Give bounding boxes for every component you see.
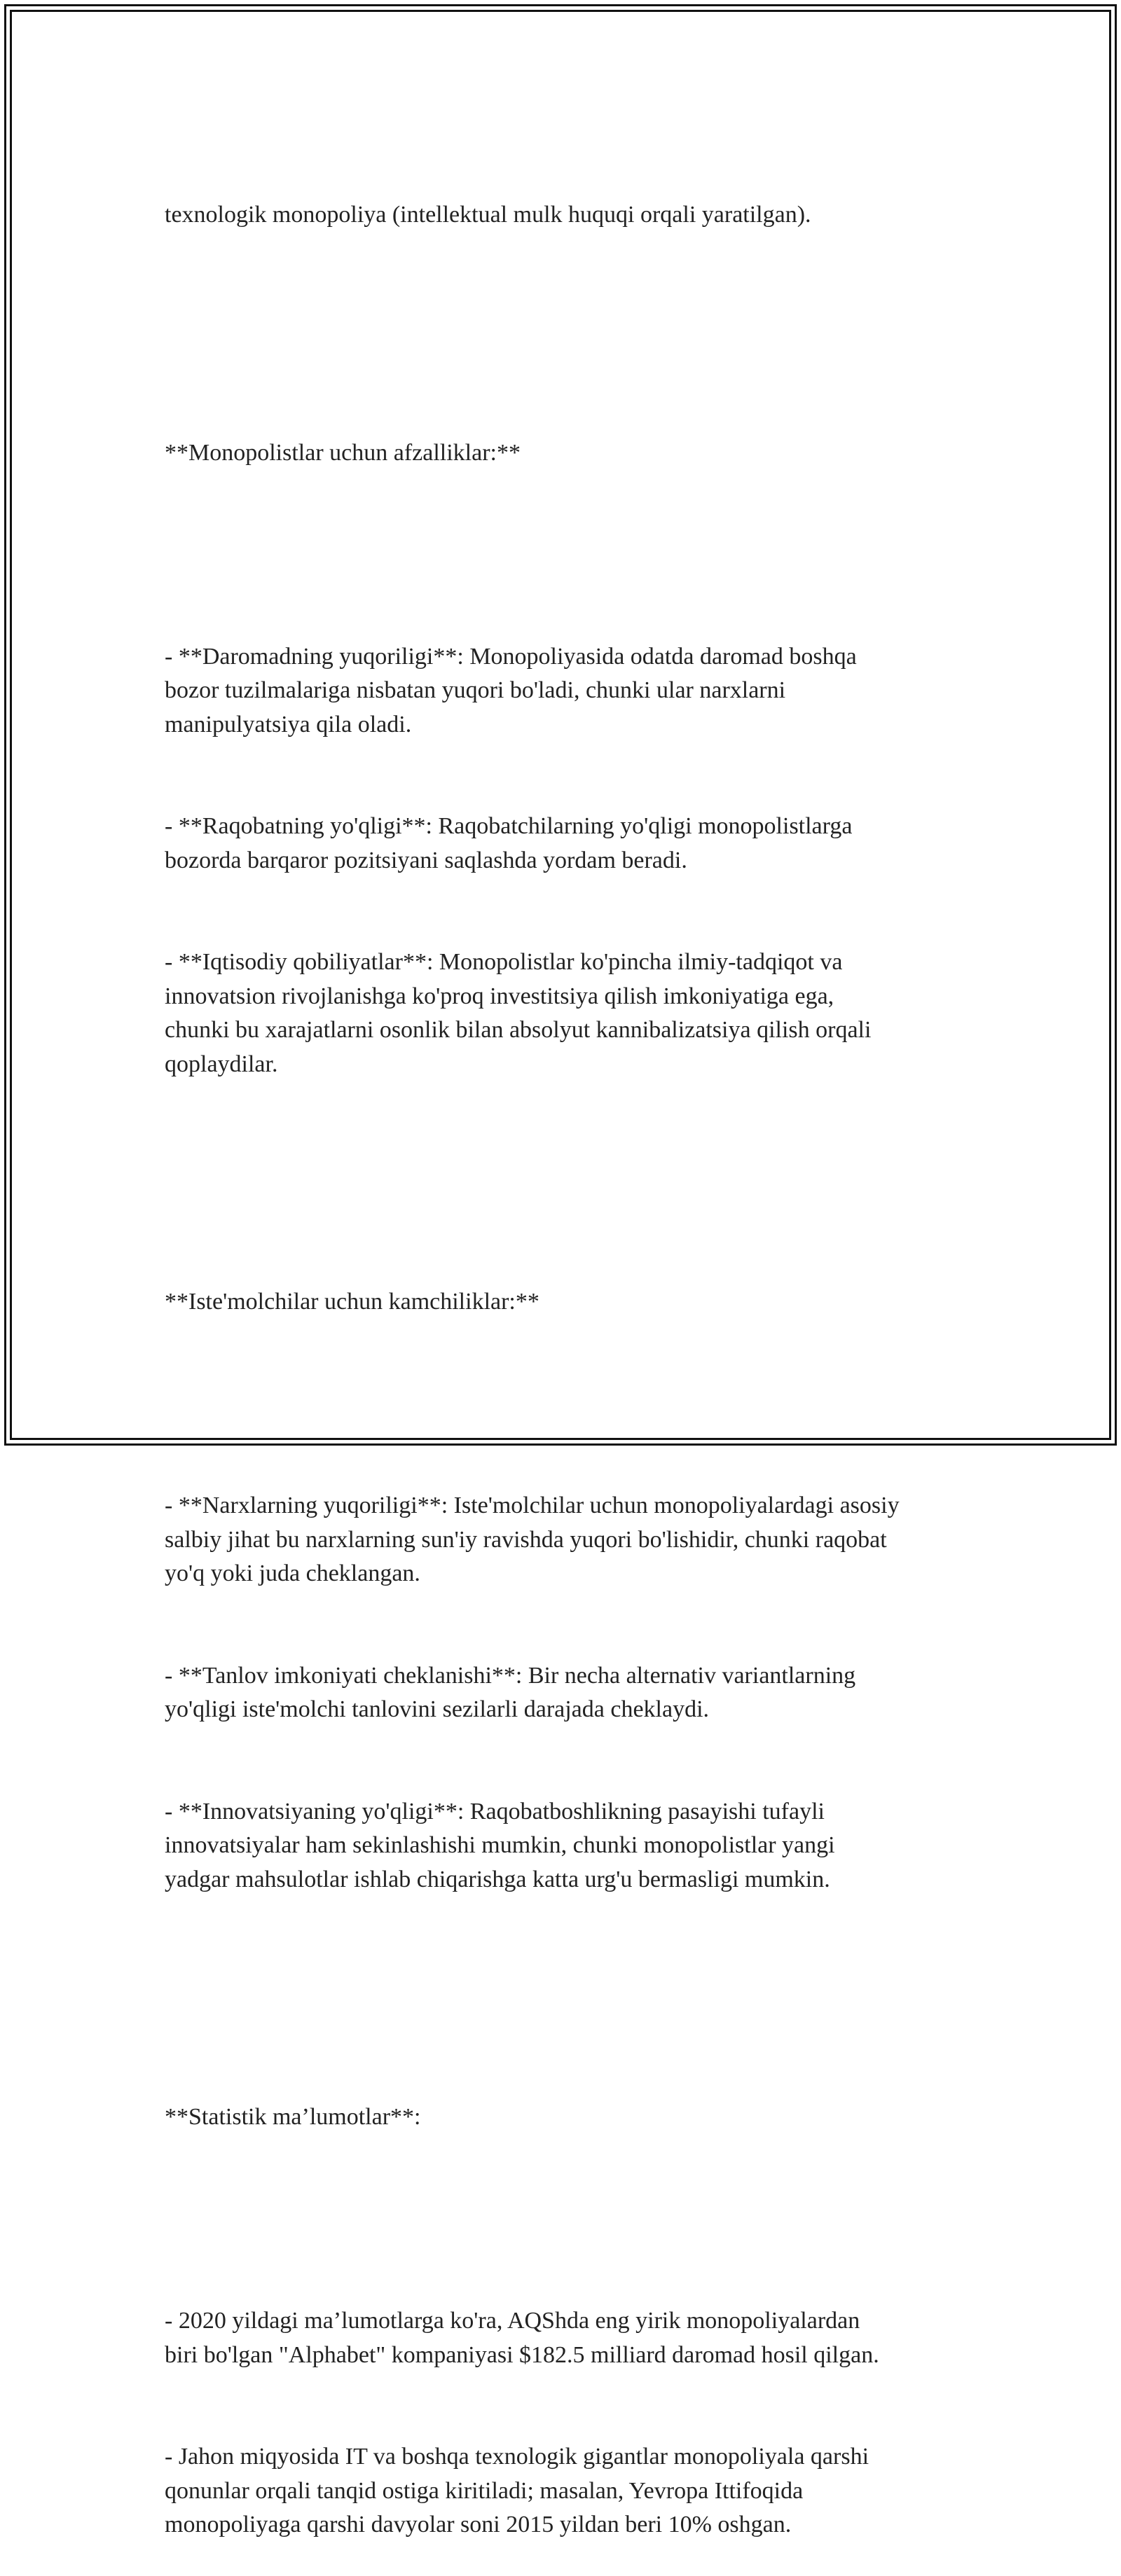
document-body [165,130,977,2576]
list-item: - 2020 yildagi ma’lumotlarga ko'ra, AQShda eng yirik monopoliyalardan biri bo'lgan "Alphabet" kompaniyasi $182.5 milliard daromad hosil qilgan. [165,2308,879,2368]
spacer [165,538,977,572]
section-heading-statistics: **Statistik ma’lumotlar**: [165,2104,421,2130]
list-item: - **Tanlov imkoniyati cheklanishi**: Bir necha alternativ variantlarning yo'qligi iste'molchi tanlovini sezilarli darajada cheklaydi. [165,1662,856,1722]
section-heading-advantages: **Monopolistlar uchun afzalliklar:** [165,439,521,466]
section-heading-disadvantages: **Iste'molchilar uchun kamchiliklar:** [165,1289,539,1315]
list-item: - **Raqobatning yo'qligi**: Raqobatchilarning yo'qligi monopolistlarga bozorda barqaror pozitsiyani saqlashda yordam beradi. [165,813,853,873]
list-item: - **Narxlarning yuqoriligi**: Iste'molchilar uchun monopoliyalardagi asosiy salbiy jihat bu narxlarning sun'iy ravishda yuqori bo'lishidir, chunki raqobat yo'q yoki juda cheklangan. [165,1493,900,1586]
spacer [165,1965,977,1999]
spacer [165,2203,977,2237]
list-item: - Jahon miqyosida IT va boshqa texnologik gigantlar monopoliyala qarshi qonunlar orqali tanqid ostiga kiritiladi; masalan, Yevropa Ittifoqida monopoliyaga qarshi davyolar soni 2015 yildan beri 10% oshgan. [165,2444,869,2537]
list-item: - **Iqtisodiy qobiliyatlar**: Monopolistlar ko'pincha ilmiy-tadqiqot va innovatsion rivojlanishga ko'proq investitsiya qilish imkoniyatiga ega, chunki bu xarajatlarni osonlik bilan absolyut kannibalizatsiya qilish orqali qoplaydilar. [165,949,872,1077]
list-item: - **Innovatsiyaning yo'qligi**: Raqobatboshlikning pasayishi tufayli innovatsiyalar ham sekinlashishi mumkin, chunki monopolistlar yangi yadgar mahsulotlar ishlab chiqarishga katta urg'u bermasligi mumkin. [165,1798,835,1892]
spacer [165,1387,977,1422]
intro-line: texnologik monopoliya (intellektual mulk huquqi orqali yaratilgan). [165,202,811,228]
spacer [165,300,977,335]
spacer [165,1149,977,1184]
list-item: - **Daromadning yuqoriligi**: Monopoliyasida odatda daromad boshqa bozor tuzilmalariga nisbatan yuqori bo'ladi, chunki ular narxlarni manipulyatsiya qila oladi. [165,643,857,738]
